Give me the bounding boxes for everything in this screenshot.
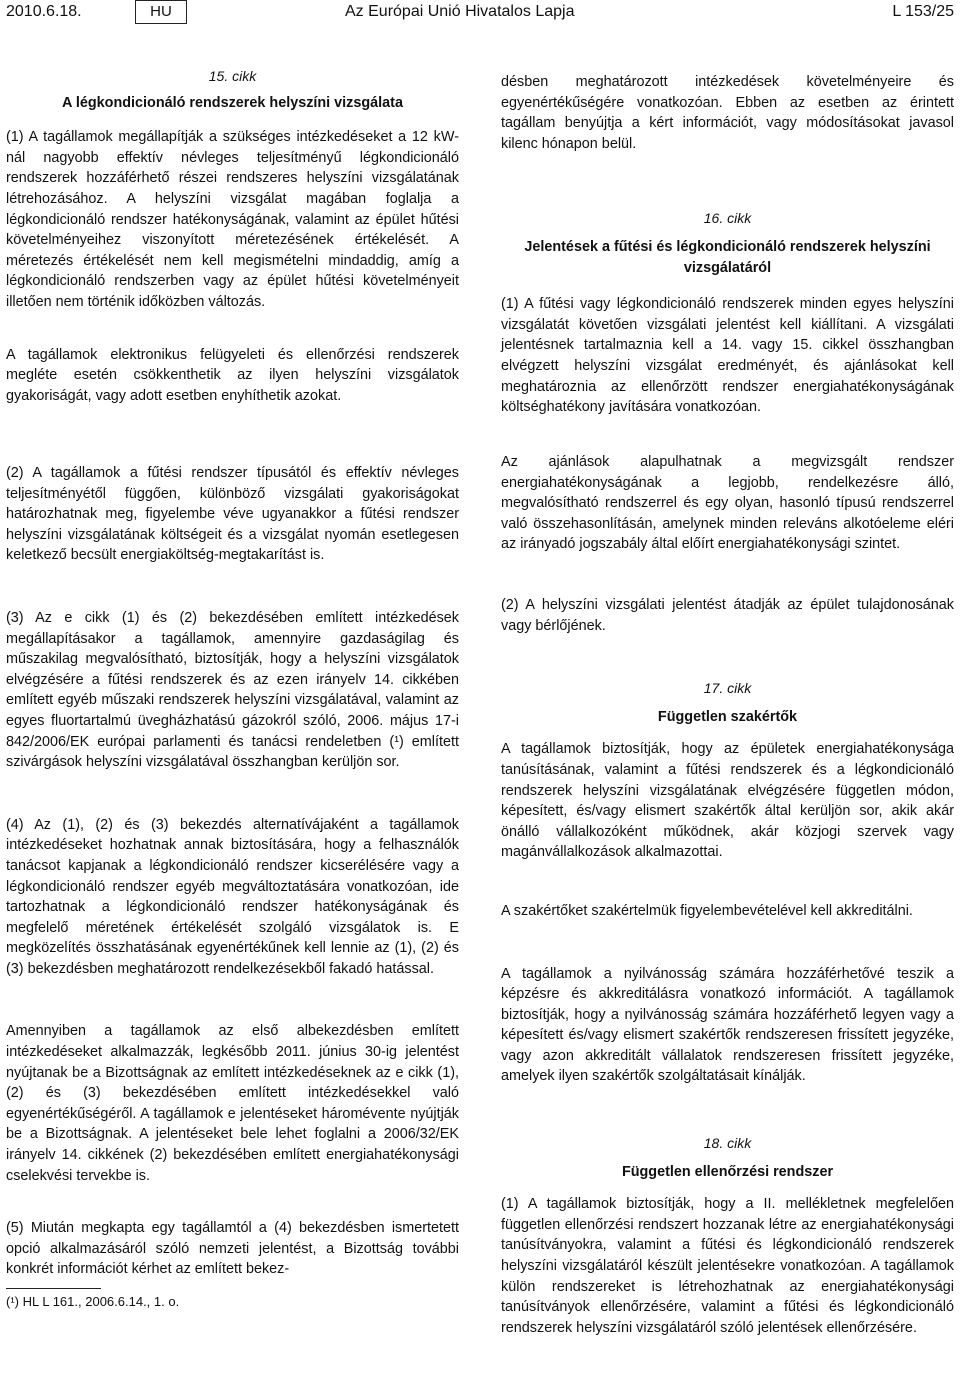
article-15-paragraph-5: (4) Az (1), (2) és (3) bekezdés alternatívájaként a tagállamok intézkedéseket hozhatnak annak biztosítására, hogy a felhasználók tanácsot kapjanak a légkondicionáló rendszer kicserélésére vagy a légkondicionáló rendszer egyéb megváltoztatására vonatkozóan, ide tartozhatnak a légkondicionáló rendszer hatékonyságának és megfelelő méretének értékelését szolgáló vizsgálatok is. E megközelítés összhatásának egyenértékűnek kell lennie az (1), (2) és (3) bekezdésben meghatározott rendelkezésekből fakadó hatással. bbox=[6, 816, 459, 977]
article-15-paragraph-2: A tagállamok elektronikus felügyeleti és ellenőrzési rendszerek megléte esetén csökkenthetik az ilyen helyszíni vizsgálatok gyakoriságát, vagy adott esetben enyhíthetik azokat. bbox=[6, 346, 459, 404]
article-17-paragraph-1: A tagállamok biztosítják, hogy az épületek energiahatékonysága tanúsításának, valamint a fűtési rendszerek és a légkondicionáló rendszerek helyszíni vizsgálatának elvégzésére független módon, képesített, és/vagy elismert szakértők által kerüljön sor, akik akár önálló vállalkozóként működnek, akár közjogi szervek vagy magánvállalkozások alkalmazottai. bbox=[501, 741, 954, 861]
footnote: (¹) HL L 161., 2006.6.14., 1. o. bbox=[6, 1294, 180, 1309]
article-16-paragraph-2: Az ajánlások alapulhatnak a megvizsgált rendszer energiahatékonyságának a legjobb, rendelkezésre álló, megvalósítható rendszerrel és egy olyan, hasonló típusú rendszerrel való összehasonlításán, amelynek minden releváns alkotóeleme eléri az irányadó jogszabály által előírt energiahatékonysági szintet. bbox=[501, 454, 954, 553]
article-15-paragraph-7: (5) Miután megkapta egy tagállamtól a (4) bekezdésben ismertetett opció alkalmazásáról szóló nemzeti jelentést, a Bizottság további konkrét információt kérhet az említett bekez- bbox=[6, 1220, 459, 1278]
article-18-title: Független ellenőrzési rendszer bbox=[621, 1163, 834, 1180]
article-15-title: A légkondicionáló rendszerek helyszíni vizsgálata bbox=[62, 94, 403, 111]
page-number: L 153/25 bbox=[892, 3, 954, 20]
article-15-paragraph-3: (2) A tagállamok a fűtési rendszer típusától és effektív névleges teljesítményétől függően, különböző vizsgálati gyakoriságokat határozhatnak meg, figyelembe véve ugyanakkor a fűtési rendszer helyszíni vizsgálatának költségeit és a vizsgálat nyomán esetlegesen keletkező becsült energiaköltség-megtakarítást is. bbox=[6, 465, 459, 564]
article-18-paragraph-1: (1) A tagállamok biztosítják, hogy a II. mellékletnek megfelelően független ellenőrzési rendszert hozzanak létre az energiahatékonysági tanúsítványokra, valamint a fűtési és légkondicionáló rendszerek helyszíni vizsgálatáról készült jelentésekre vonatkozóan. A tagállamok külön rendszereket is létrehozhatnak az energiahatékonysági tanúsítványok ellenőrzésére, valamint a fűtési és légkondicionáló rendszerek helyszíni vizsgálatáról szóló jelentések ellenőrzésére. bbox=[501, 1196, 954, 1336]
article-15-paragraph-4: (3) Az e cikk (1) és (2) bekezdésében említett intézkedések megállapításakor a tagállamok, amennyire gazdaságilag és műszakilag megvalósítható, biztosítják, hogy a helyszíni vizsgálatok elvégzésére a fűtési rendszerek és az ezen irányelv 14. cikkében említett egyéb műszaki rendszerek helyszíni vizsgálatával, valamint az egyes fluortartalmú üvegházhatású gázokról szóló, 2006. május 17-i 842/2006/EK európai parlamenti és tanácsi rendeletben (¹) említett szivárgások helyszíni vizsgálatával összhangban kerüljön sor. bbox=[6, 609, 459, 771]
header-date: 2010.6.18. bbox=[6, 3, 82, 20]
footnote-rule bbox=[6, 1288, 101, 1289]
top-left-column bbox=[6, 66, 459, 406]
journal-title: Az Európai Unió Hivatalos Lapja bbox=[345, 3, 575, 20]
article-15-paragraph-6: Amennyiben a tagállamok az első albekezdésben említett intézkedéseket alkalmazzák, legkésőbb 2011. június 30-ig jelentést nyújtanak be a Bizottságnak az említett intézkedéseknek az e cikk (1), (2) és (3) bekezdésében említett intézkedésekkel való egyenértékűségéről. A tagállamok e jelentéseket háromévente nyújtják be a Bizottságnak. A jelentéseket bele lehet foglalni a 2006/32/EK irányelv 14. cikkének (2) bekezdésében említett energiahatékonysági cselekvési tervekbe is. bbox=[6, 1023, 459, 1184]
page-header bbox=[0, 0, 960, 30]
article-17-paragraph-3: A tagállamok a nyilvánosság számára hozzáférhetővé teszik a képzésre és akkreditálásra vonatkozó információt. A tagállamok biztosítják, hogy a nyilvánosság számára hozzáférhető legyen vagy a képesített és/vagy elismert szakértők rendszeresen frissített jegyzéke, vagy azon akkreditált vállalatok rendszeresen frissített jegyzéke, amelyek ilyen szakértők szolgáltatásait kínálják. bbox=[501, 965, 954, 1085]
article-16-label: 16. cikk bbox=[703, 210, 752, 227]
article-16-paragraph-3: (2) A helyszíni vizsgálati jelentést átadják az épület tulajdonosának vagy bérlőjének. bbox=[501, 596, 954, 634]
continued-paragraph: désben meghatározott intézkedések követelményeire és egyenértékűségére vonatkozóan. Ebben az esetben az érintett tagállam benyújtja a kért információt, vagy módosításokat javasol kilenc hónapon belül. bbox=[501, 74, 954, 152]
article-17-paragraph-2: A szakértőket szakértelmük figyelembevételével kell akkreditálni. bbox=[501, 902, 913, 919]
article-16-title: Jelentések a fűtési és légkondicionáló rendszerek helyszíni vizsgálatáról bbox=[524, 238, 931, 276]
article-18-label: 18. cikk bbox=[703, 1135, 752, 1152]
article-15-paragraph-1: (1) A tagállamok megállapítják a szükséges intézkedéseket a 12 kW-nál nagyobb effektív névleges teljesítményű légkondicionáló rendszerek hozzáférhető részei rendszeres helyszíni vizsgálatának létrehozásához. A helyszíni vizsgálat magában foglalja a légkondicionáló rendszer hatékonyságának, valamint az épület hűtési követelményeihez viszonyított méretezésének értékelését. A méretezés értékelését nem kell megismételni mindaddig, amíg a légkondicionáló rendszerben vagy az épület hűtési követelményeit illetően nem történik időközben változás. bbox=[6, 129, 459, 310]
article-16-paragraph-1: (1) A fűtési vagy légkondicionáló rendszerek minden egyes helyszíni vizsgálatát követően vizsgálati jelentést kell kiállítani. A vizsgálati jelentésnek tartalmaznia kell a 14. vagy 15. cikkel összhangban elvégzett helyszíni vizsgálat eredményét, és ajánlásokat kell meghatároznia az ellenőrzött rendszer energiahatékonyságának költséghatékony javítására vonatkozóan. bbox=[501, 296, 954, 416]
bottom-right-column bbox=[501, 452, 954, 1338]
article-17-label: 17. cikk bbox=[703, 680, 752, 697]
language-badge: HU bbox=[135, 0, 187, 24]
bottom-left-column bbox=[6, 463, 459, 1311]
article-17-title: Független szakértők bbox=[657, 708, 798, 725]
article-15-label: 15. cikk bbox=[208, 68, 257, 84]
top-right-column bbox=[501, 72, 954, 418]
